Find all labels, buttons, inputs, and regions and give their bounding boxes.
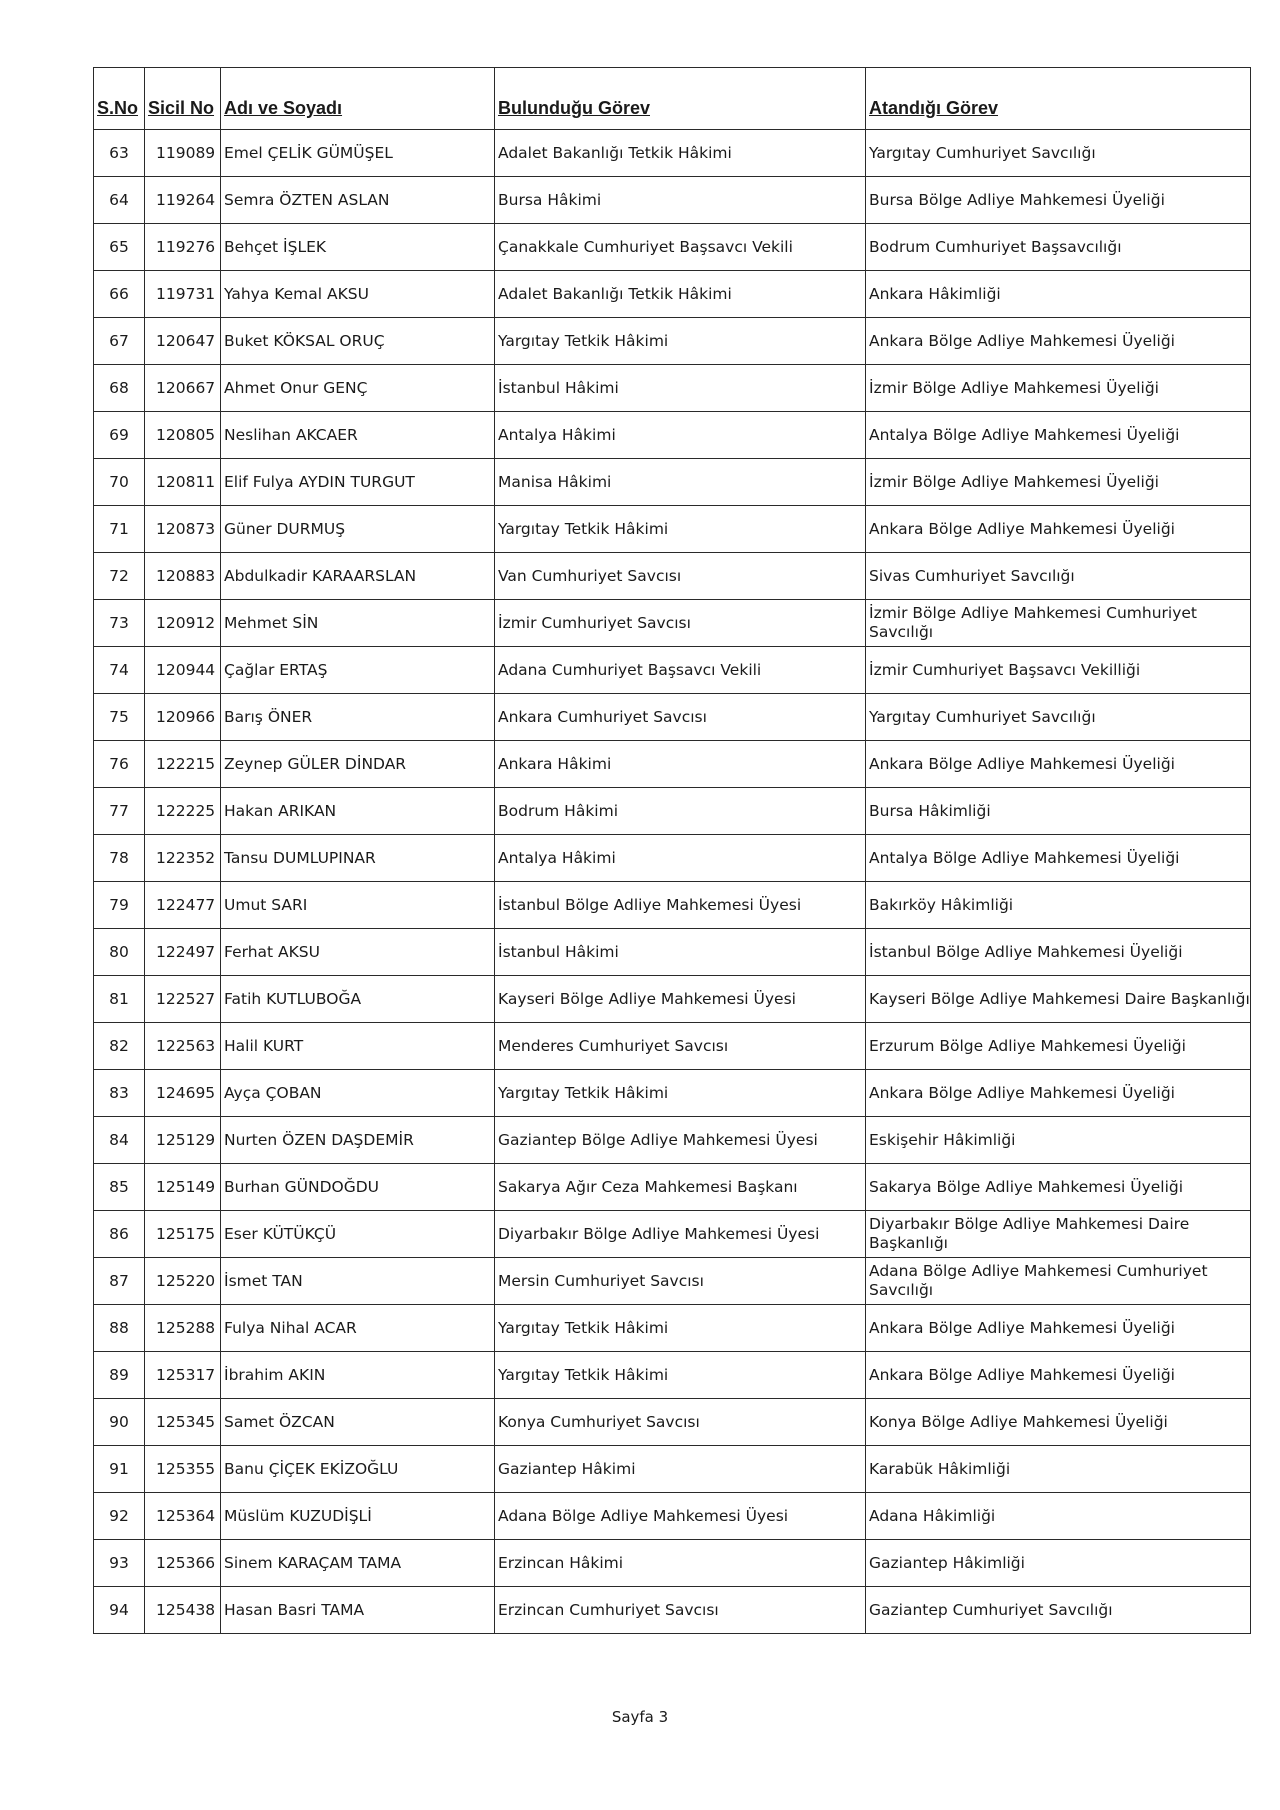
header-sno: S.No: [94, 68, 145, 130]
cell-assigned-position: İzmir Bölge Adliye Mahkemesi Cumhuriyet Savcılığı: [866, 600, 1251, 647]
table-row: [94, 412, 1251, 459]
cell-current-position: Yargıtay Tetkik Hâkimi: [495, 318, 866, 365]
cell-sno: 76: [94, 741, 145, 788]
header-name: Adı ve Soyadı: [221, 68, 495, 130]
cell-full-name: Mehmet SİN: [221, 600, 495, 647]
cell-current-position: Gaziantep Hâkimi: [495, 1446, 866, 1493]
table-row: [94, 1493, 1251, 1540]
cell-current-position: İstanbul Hâkimi: [495, 365, 866, 412]
cell-sicil-no: 125317: [145, 1352, 221, 1399]
page-number: Sayfa 3: [611, 1708, 669, 1726]
cell-full-name: Banu ÇİÇEK EKİZOĞLU: [221, 1446, 495, 1493]
cell-sicil-no: 120805: [145, 412, 221, 459]
cell-full-name: Buket KÖKSAL ORUÇ: [221, 318, 495, 365]
table-row: [94, 1587, 1251, 1634]
cell-assigned-position: İzmir Cumhuriyet Başsavcı Vekilliği: [866, 647, 1251, 694]
cell-assigned-position: Erzurum Bölge Adliye Mahkemesi Üyeliği: [866, 1023, 1251, 1070]
cell-sicil-no: 122563: [145, 1023, 221, 1070]
cell-assigned-position: Konya Bölge Adliye Mahkemesi Üyeliği: [866, 1399, 1251, 1446]
cell-full-name: Zeynep GÜLER DİNDAR: [221, 741, 495, 788]
cell-assigned-position: Adana Bölge Adliye Mahkemesi Cumhuriyet Savcılığı: [866, 1258, 1251, 1305]
cell-assigned-position: Antalya Bölge Adliye Mahkemesi Üyeliği: [866, 412, 1251, 459]
cell-sno: 72: [94, 553, 145, 600]
cell-current-position: Yargıtay Tetkik Hâkimi: [495, 506, 866, 553]
cell-full-name: Tansu DUMLUPINAR: [221, 835, 495, 882]
cell-sno: 81: [94, 976, 145, 1023]
cell-assigned-position: Bodrum Cumhuriyet Başsavcılığı: [866, 224, 1251, 271]
cell-full-name: Burhan GÜNDOĞDU: [221, 1164, 495, 1211]
cell-current-position: Van Cumhuriyet Savcısı: [495, 553, 866, 600]
cell-current-position: Kayseri Bölge Adliye Mahkemesi Üyesi: [495, 976, 866, 1023]
table-row: [94, 1070, 1251, 1117]
table-row: [94, 1211, 1251, 1258]
cell-sicil-no: 125129: [145, 1117, 221, 1164]
cell-sicil-no: 125345: [145, 1399, 221, 1446]
cell-full-name: İbrahim AKIN: [221, 1352, 495, 1399]
cell-full-name: Fatih KUTLUBOĞA: [221, 976, 495, 1023]
table-row: [94, 1540, 1251, 1587]
cell-current-position: Diyarbakır Bölge Adliye Mahkemesi Üyesi: [495, 1211, 866, 1258]
table-body: [94, 130, 1251, 1634]
cell-assigned-position: Gaziantep Hâkimliği: [866, 1540, 1251, 1587]
cell-sicil-no: 119731: [145, 271, 221, 318]
cell-assigned-position: Ankara Bölge Adliye Mahkemesi Üyeliği: [866, 318, 1251, 365]
table-row: [94, 553, 1251, 600]
cell-sno: 66: [94, 271, 145, 318]
cell-assigned-position: Bursa Bölge Adliye Mahkemesi Üyeliği: [866, 177, 1251, 224]
table-row: [94, 271, 1251, 318]
header-sicil: Sicil No: [145, 68, 221, 130]
table-row: [94, 1258, 1251, 1305]
cell-assigned-position: Eskişehir Hâkimliği: [866, 1117, 1251, 1164]
cell-current-position: Adana Cumhuriyet Başsavcı Vekili: [495, 647, 866, 694]
cell-full-name: Elif Fulya AYDIN TURGUT: [221, 459, 495, 506]
table-row: [94, 1446, 1251, 1493]
cell-sno: 73: [94, 600, 145, 647]
cell-sno: 67: [94, 318, 145, 365]
table-row: [94, 459, 1251, 506]
cell-sno: 85: [94, 1164, 145, 1211]
cell-sno: 90: [94, 1399, 145, 1446]
table-row: [94, 224, 1251, 271]
table-row: [94, 1399, 1251, 1446]
table-row: [94, 788, 1251, 835]
cell-sicil-no: 125149: [145, 1164, 221, 1211]
cell-full-name: Ahmet Onur GENÇ: [221, 365, 495, 412]
table-row: [94, 130, 1251, 177]
cell-sno: 78: [94, 835, 145, 882]
cell-current-position: Menderes Cumhuriyet Savcısı: [495, 1023, 866, 1070]
cell-assigned-position: Kayseri Bölge Adliye Mahkemesi Daire Başkanlığı: [866, 976, 1251, 1023]
table-row: [94, 600, 1251, 647]
table-row: [94, 177, 1251, 224]
cell-full-name: Nurten ÖZEN DAŞDEMİR: [221, 1117, 495, 1164]
cell-full-name: Emel ÇELİK GÜMÜŞEL: [221, 130, 495, 177]
cell-current-position: Ankara Hâkimi: [495, 741, 866, 788]
cell-full-name: Çağlar ERTAŞ: [221, 647, 495, 694]
cell-sicil-no: 125220: [145, 1258, 221, 1305]
cell-sicil-no: 122477: [145, 882, 221, 929]
table-row: [94, 929, 1251, 976]
cell-sicil-no: 125366: [145, 1540, 221, 1587]
appointments-table: [93, 67, 1251, 1634]
cell-sno: 75: [94, 694, 145, 741]
cell-sicil-no: 120873: [145, 506, 221, 553]
cell-sicil-no: 125364: [145, 1493, 221, 1540]
cell-current-position: Çanakkale Cumhuriyet Başsavcı Vekili: [495, 224, 866, 271]
cell-assigned-position: Ankara Bölge Adliye Mahkemesi Üyeliği: [866, 1070, 1251, 1117]
cell-full-name: Barış ÖNER: [221, 694, 495, 741]
cell-full-name: Ferhat AKSU: [221, 929, 495, 976]
cell-assigned-position: Sivas Cumhuriyet Savcılığı: [866, 553, 1251, 600]
table-row: [94, 741, 1251, 788]
cell-sno: 83: [94, 1070, 145, 1117]
cell-sno: 77: [94, 788, 145, 835]
cell-full-name: Abdulkadir KARAARSLAN: [221, 553, 495, 600]
cell-assigned-position: Diyarbakır Bölge Adliye Mahkemesi Daire Başkanlığı: [866, 1211, 1251, 1258]
cell-sno: 88: [94, 1305, 145, 1352]
table-header-row: [94, 68, 1251, 130]
cell-current-position: Sakarya Ağır Ceza Mahkemesi Başkanı: [495, 1164, 866, 1211]
cell-current-position: Yargıtay Tetkik Hâkimi: [495, 1352, 866, 1399]
table-row: [94, 506, 1251, 553]
cell-current-position: Erzincan Hâkimi: [495, 1540, 866, 1587]
cell-sno: 68: [94, 365, 145, 412]
table-row: [94, 647, 1251, 694]
table-row: [94, 365, 1251, 412]
cell-current-position: Adalet Bakanlığı Tetkik Hâkimi: [495, 271, 866, 318]
table-row: [94, 835, 1251, 882]
cell-sno: 80: [94, 929, 145, 976]
cell-sno: 64: [94, 177, 145, 224]
cell-current-position: İstanbul Bölge Adliye Mahkemesi Üyesi: [495, 882, 866, 929]
cell-sicil-no: 119264: [145, 177, 221, 224]
cell-sicil-no: 125288: [145, 1305, 221, 1352]
cell-current-position: Antalya Hâkimi: [495, 835, 866, 882]
cell-full-name: Halil KURT: [221, 1023, 495, 1070]
cell-current-position: Ankara Cumhuriyet Savcısı: [495, 694, 866, 741]
table-row: [94, 882, 1251, 929]
cell-sno: 93: [94, 1540, 145, 1587]
cell-sno: 87: [94, 1258, 145, 1305]
header-assigned-position: Atandığı Görev: [866, 68, 1251, 130]
table-row: [94, 976, 1251, 1023]
cell-sicil-no: 120944: [145, 647, 221, 694]
cell-full-name: Eser KÜTÜKÇÜ: [221, 1211, 495, 1258]
cell-sicil-no: 122225: [145, 788, 221, 835]
cell-full-name: Ayça ÇOBAN: [221, 1070, 495, 1117]
cell-assigned-position: Ankara Bölge Adliye Mahkemesi Üyeliği: [866, 741, 1251, 788]
cell-current-position: Yargıtay Tetkik Hâkimi: [495, 1070, 866, 1117]
cell-assigned-position: Ankara Bölge Adliye Mahkemesi Üyeliği: [866, 1352, 1251, 1399]
cell-full-name: Fulya Nihal ACAR: [221, 1305, 495, 1352]
cell-current-position: Erzincan Cumhuriyet Savcısı: [495, 1587, 866, 1634]
cell-assigned-position: Ankara Bölge Adliye Mahkemesi Üyeliği: [866, 1305, 1251, 1352]
cell-sno: 74: [94, 647, 145, 694]
cell-full-name: Müslüm KUZUDİŞLİ: [221, 1493, 495, 1540]
cell-full-name: Behçet İŞLEK: [221, 224, 495, 271]
cell-full-name: Semra ÖZTEN ASLAN: [221, 177, 495, 224]
cell-sicil-no: 125438: [145, 1587, 221, 1634]
cell-full-name: Samet ÖZCAN: [221, 1399, 495, 1446]
header-current-position: Bulunduğu Görev: [495, 68, 866, 130]
cell-assigned-position: İzmir Bölge Adliye Mahkemesi Üyeliği: [866, 459, 1251, 506]
cell-sno: 69: [94, 412, 145, 459]
cell-sicil-no: 119276: [145, 224, 221, 271]
cell-current-position: Adana Bölge Adliye Mahkemesi Üyesi: [495, 1493, 866, 1540]
cell-current-position: Yargıtay Tetkik Hâkimi: [495, 1305, 866, 1352]
cell-sno: 70: [94, 459, 145, 506]
cell-current-position: Adalet Bakanlığı Tetkik Hâkimi: [495, 130, 866, 177]
cell-sicil-no: 120811: [145, 459, 221, 506]
cell-assigned-position: Antalya Bölge Adliye Mahkemesi Üyeliği: [866, 835, 1251, 882]
cell-assigned-position: Gaziantep Cumhuriyet Savcılığı: [866, 1587, 1251, 1634]
cell-current-position: İzmir Cumhuriyet Savcısı: [495, 600, 866, 647]
cell-sicil-no: 120966: [145, 694, 221, 741]
cell-assigned-position: İstanbul Bölge Adliye Mahkemesi Üyeliği: [866, 929, 1251, 976]
cell-sicil-no: 122352: [145, 835, 221, 882]
cell-assigned-position: Ankara Bölge Adliye Mahkemesi Üyeliği: [866, 506, 1251, 553]
cell-current-position: Bodrum Hâkimi: [495, 788, 866, 835]
cell-full-name: Yahya Kemal AKSU: [221, 271, 495, 318]
cell-sno: 82: [94, 1023, 145, 1070]
cell-sicil-no: 120912: [145, 600, 221, 647]
cell-full-name: Umut SARI: [221, 882, 495, 929]
cell-current-position: Manisa Hâkimi: [495, 459, 866, 506]
cell-current-position: İstanbul Hâkimi: [495, 929, 866, 976]
cell-sno: 63: [94, 130, 145, 177]
cell-sno: 92: [94, 1493, 145, 1540]
cell-assigned-position: Karabük Hâkimliği: [866, 1446, 1251, 1493]
cell-assigned-position: Adana Hâkimliği: [866, 1493, 1251, 1540]
cell-sicil-no: 122497: [145, 929, 221, 976]
cell-current-position: Bursa Hâkimi: [495, 177, 866, 224]
cell-full-name: Güner DURMUŞ: [221, 506, 495, 553]
cell-sno: 71: [94, 506, 145, 553]
cell-current-position: Mersin Cumhuriyet Savcısı: [495, 1258, 866, 1305]
cell-assigned-position: Ankara Hâkimliği: [866, 271, 1251, 318]
table-row: [94, 1117, 1251, 1164]
cell-full-name: İsmet TAN: [221, 1258, 495, 1305]
cell-assigned-position: Yargıtay Cumhuriyet Savcılığı: [866, 130, 1251, 177]
cell-sno: 91: [94, 1446, 145, 1493]
cell-current-position: Antalya Hâkimi: [495, 412, 866, 459]
cell-sicil-no: 125355: [145, 1446, 221, 1493]
cell-full-name: Hasan Basri TAMA: [221, 1587, 495, 1634]
cell-sno: 94: [94, 1587, 145, 1634]
cell-sicil-no: 120667: [145, 365, 221, 412]
table-row: [94, 1023, 1251, 1070]
cell-full-name: Neslihan AKCAER: [221, 412, 495, 459]
cell-assigned-position: İzmir Bölge Adliye Mahkemesi Üyeliği: [866, 365, 1251, 412]
table-row: [94, 694, 1251, 741]
cell-sno: 86: [94, 1211, 145, 1258]
cell-sno: 84: [94, 1117, 145, 1164]
table-row: [94, 1164, 1251, 1211]
cell-full-name: Sinem KARAÇAM TAMA: [221, 1540, 495, 1587]
cell-sicil-no: 120883: [145, 553, 221, 600]
table-row: [94, 1352, 1251, 1399]
cell-assigned-position: Bursa Hâkimliği: [866, 788, 1251, 835]
cell-sicil-no: 119089: [145, 130, 221, 177]
cell-current-position: Gaziantep Bölge Adliye Mahkemesi Üyesi: [495, 1117, 866, 1164]
cell-sicil-no: 125175: [145, 1211, 221, 1258]
cell-sno: 79: [94, 882, 145, 929]
cell-assigned-position: Bakırköy Hâkimliği: [866, 882, 1251, 929]
cell-assigned-position: Sakarya Bölge Adliye Mahkemesi Üyeliği: [866, 1164, 1251, 1211]
table-row: [94, 1305, 1251, 1352]
cell-sicil-no: 122527: [145, 976, 221, 1023]
cell-current-position: Konya Cumhuriyet Savcısı: [495, 1399, 866, 1446]
cell-assigned-position: Yargıtay Cumhuriyet Savcılığı: [866, 694, 1251, 741]
cell-sicil-no: 122215: [145, 741, 221, 788]
table-row: [94, 318, 1251, 365]
cell-sno: 89: [94, 1352, 145, 1399]
cell-sicil-no: 124695: [145, 1070, 221, 1117]
cell-sicil-no: 120647: [145, 318, 221, 365]
cell-sno: 65: [94, 224, 145, 271]
cell-full-name: Hakan ARIKAN: [221, 788, 495, 835]
